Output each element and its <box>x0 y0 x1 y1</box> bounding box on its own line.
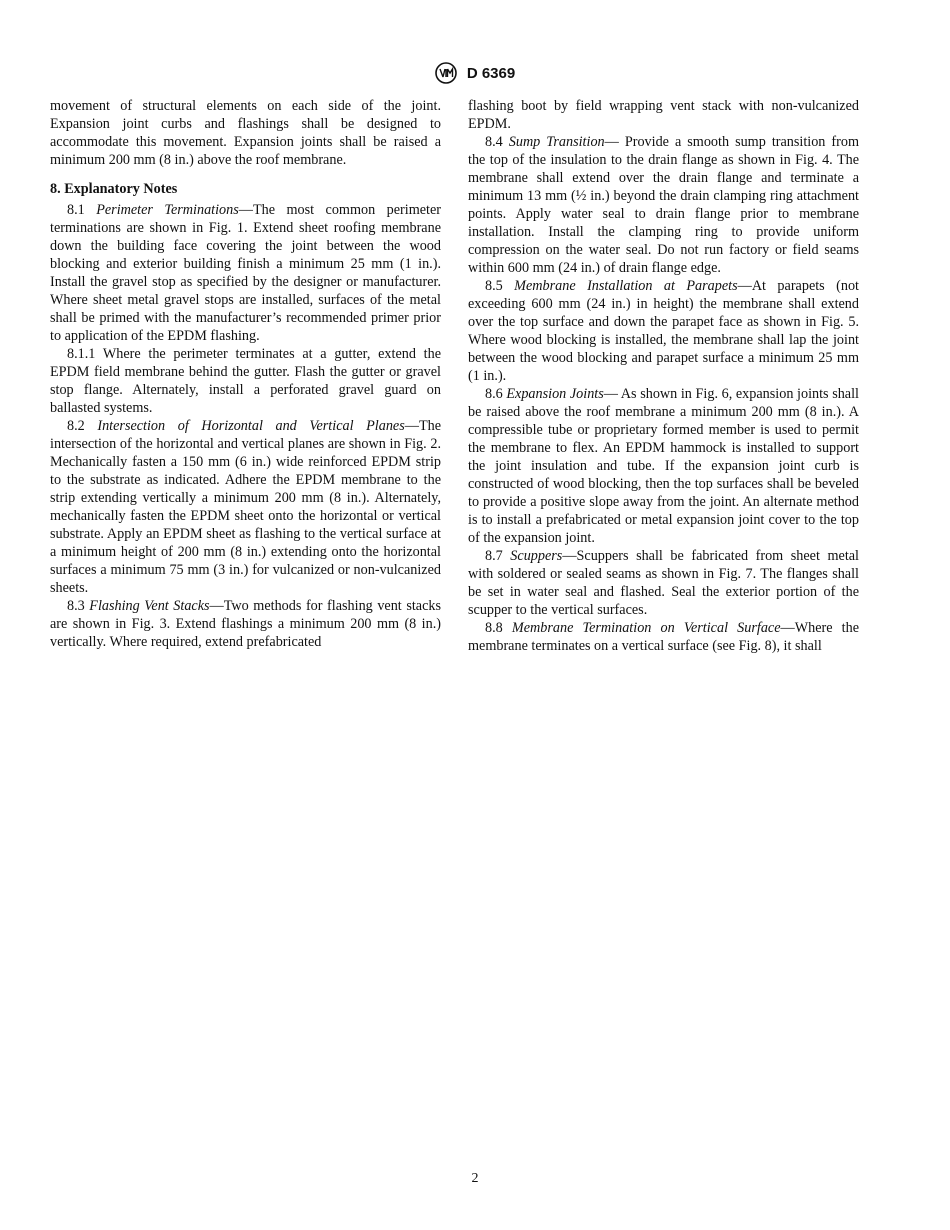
paragraph-8-5: 8.5 Membrane Installation at Parapets—At parapets (not exceeding 600 mm (24 in.) in height) the membrane shall extend over the top surface and down the parapet face as shown in Fig. 5. Where wood blocking is installed, the membrane shall lap the joint between the wood blocking and parapet surface a minimum 25 mm (1 in.). <box>468 278 859 384</box>
paragraph-8-3: 8.3 Flashing Vent Stacks—Two methods for flashing vent stacks are shown in Fig. 3. Extend flashings a minimum 200 mm (8 in.) vertically. Where required, extend prefabricated <box>50 598 441 650</box>
page-number: 2 <box>471 1171 479 1186</box>
paragraph-8-7: 8.7 Scuppers—Scuppers shall be fabricated from sheet metal with soldered or sealed seams as shown in Fig. 7. The flanges shall be set in water seal and flashed. Seal the exterior portion of the scupper to the vertical surfaces. <box>468 548 859 618</box>
paragraph-8-1-1: 8.1.1 Where the perimeter terminates at a gutter, extend the EPDM field membrane behind the gutter. Flash the gutter or gravel stop flange. Alternately, install a perforated gravel guard on ballasted systems. <box>50 346 441 416</box>
paragraph-continuation-right: flashing boot by field wrapping vent stack with non-vulcanized EPDM. <box>468 98 859 132</box>
right-column <box>468 97 859 655</box>
left-column <box>50 97 441 651</box>
paragraph-8-4: 8.4 Sump Transition— Provide a smooth sump transition from the top of the insulation to the drain flange as shown in Fig. 4. The membrane shall extend over the drain flange and terminate a minimum 13 mm (½ in.) beyond the drain clamping ring attachment points. Apply water seal to drain flange prior to membrane installation. Install the clamping ring to provide uniform compression on the water seal. Do not run factory or field seams within 600 mm (24 in.) of drain flange edge. <box>468 134 859 276</box>
page-header <box>0 62 950 84</box>
paragraph-8-6: 8.6 Expansion Joints— As shown in Fig. 6, expansion joints shall be raised above the roof membrane a minimum 200 mm (8 in.). A compressible tube or proprietary formed member is used to permit the membrane to flex. An EPDM hammock is installed to support the joint insulation and tube. If the expansion joint curb is constructed of wood blocking, then the top surfaces shall be beveled to provide a positive slope away from the joint. An alternate method is to install a prefabricated or metal expansion joint cover to the top of the expansion joint. <box>468 386 859 546</box>
section-heading: 8. Explanatory Notes <box>50 181 178 197</box>
paragraph-continuation: movement of structural elements on each side of the joint. Expansion joint curbs and flashings shall be designed to accommodate this movement. Expansion joints shall be raised a minimum 200 mm (8 in.) above the roof membrane. <box>50 98 441 168</box>
paragraph-8-8: 8.8 Membrane Termination on Vertical Surface—Where the membrane terminates on a vertical surface (see Fig. 8), it shall <box>468 620 860 654</box>
document-designation: D 6369 <box>466 64 516 82</box>
paragraph-8-2: 8.2 Intersection of Horizontal and Vertical Planes—The intersection of the horizontal and vertical planes are shown in Fig. 2. Mechanically fasten a 150 mm (6 in.) wide reinforced EPDM strip to the substrate as indicated. Adhere the EPDM membrane to the strip extending vertically a minimum 200 mm (8 in.). Alternately, mechanically fasten the EPDM sheet onto the horizontal or vertical substrate. Apply an EPDM sheet as flashing to the vertical surface at a minimum height of 200 mm (8 in.) extending onto the horizontal surfaces a minimum 75 mm (3 in.) for vulcanized or non-vulcanized sheets. <box>50 418 442 596</box>
paragraph-8-1: 8.1 Perimeter Terminations—The most common perimeter terminations are shown in Fig. 1. Extend sheet roofing membrane down the building face covering the joint between the wood blocking and exterior building finish a minimum 25 mm (1 in.). Install the gravel stop as specified by the designer or manufacturer. Where sheet metal gravel stops are installed, surfaces of the metal shall be primed with the manufacturer’s recommended primer prior to application of the EPDM flashing. <box>50 202 442 344</box>
astm-logo-icon <box>435 62 457 84</box>
